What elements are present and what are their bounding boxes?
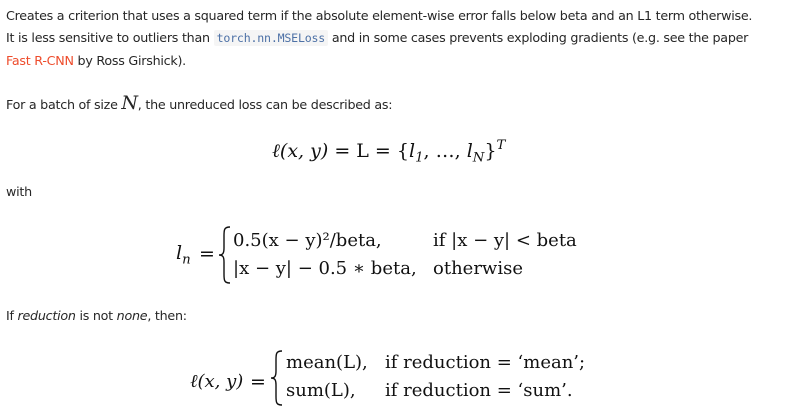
description-line-2: It is less sensitive to outliers than torch.nn.MSELoss and in some cases prevents exploding gradients (e.g. see the paper	[6, 30, 749, 45]
reduction-sentence: If reduction is not none, then:	[6, 308, 187, 323]
eq1-lhs: ℓ(x, y)	[272, 139, 329, 162]
eq3-case2-cond: if reduction = ‘sum’.	[385, 380, 573, 401]
eq3-case2-expr: sum(L),	[286, 380, 356, 401]
eq3-lhs: ℓ(x, y)	[190, 371, 244, 392]
eq2-brace-icon	[218, 226, 232, 284]
eq1-sup: T	[496, 138, 506, 153]
with-label: with	[6, 184, 32, 199]
eq1-l1: l	[409, 139, 416, 162]
eq3-brace-icon	[270, 350, 284, 406]
eq2-case2-cond: otherwise	[433, 258, 523, 279]
eq1-dots: , …,	[423, 139, 467, 162]
eq1-ln-sub: N	[472, 150, 485, 166]
batch-var-n: N	[121, 92, 138, 114]
eq1-close: }	[484, 139, 497, 162]
fast-rcnn-link[interactable]: Fast R-CNN	[6, 53, 74, 68]
eq3-equals: =	[250, 371, 266, 393]
description-line-3: Fast R-CNN by Ross Girshick).	[6, 53, 186, 68]
eq3-case1-expr: mean(L),	[286, 352, 368, 373]
eq3-case1-cond: if reduction = ‘mean’;	[385, 352, 586, 373]
eq1-equals-l: = L = {	[328, 139, 409, 162]
mseloss-code-link[interactable]: torch.nn.MSELoss	[214, 30, 328, 46]
eq1-ln: l	[466, 139, 473, 162]
reduction-word: reduction	[17, 308, 76, 323]
batch-sentence: For a batch of size N, the unreduced loss can be described as:	[6, 92, 393, 114]
eq2-case1-cond: if |x − y| < beta	[433, 230, 577, 251]
none-word: none	[116, 308, 148, 323]
eq2-equals: =	[199, 243, 215, 265]
eq2-case1-expr: 0.5(x − y)²/beta,	[233, 230, 382, 251]
eq2-lhs: $l_n$	[176, 242, 191, 268]
description-line-1: Creates a criterion that uses a squared term if the absolute element-wise error falls below beta and an L1 term otherwise.	[6, 8, 753, 23]
eq1-l1-sub: 1	[415, 150, 424, 166]
unreduced-loss-equation	[272, 138, 505, 166]
eq2-case2-expr: |x − y| − 0.5 ∗ beta,	[233, 258, 417, 279]
